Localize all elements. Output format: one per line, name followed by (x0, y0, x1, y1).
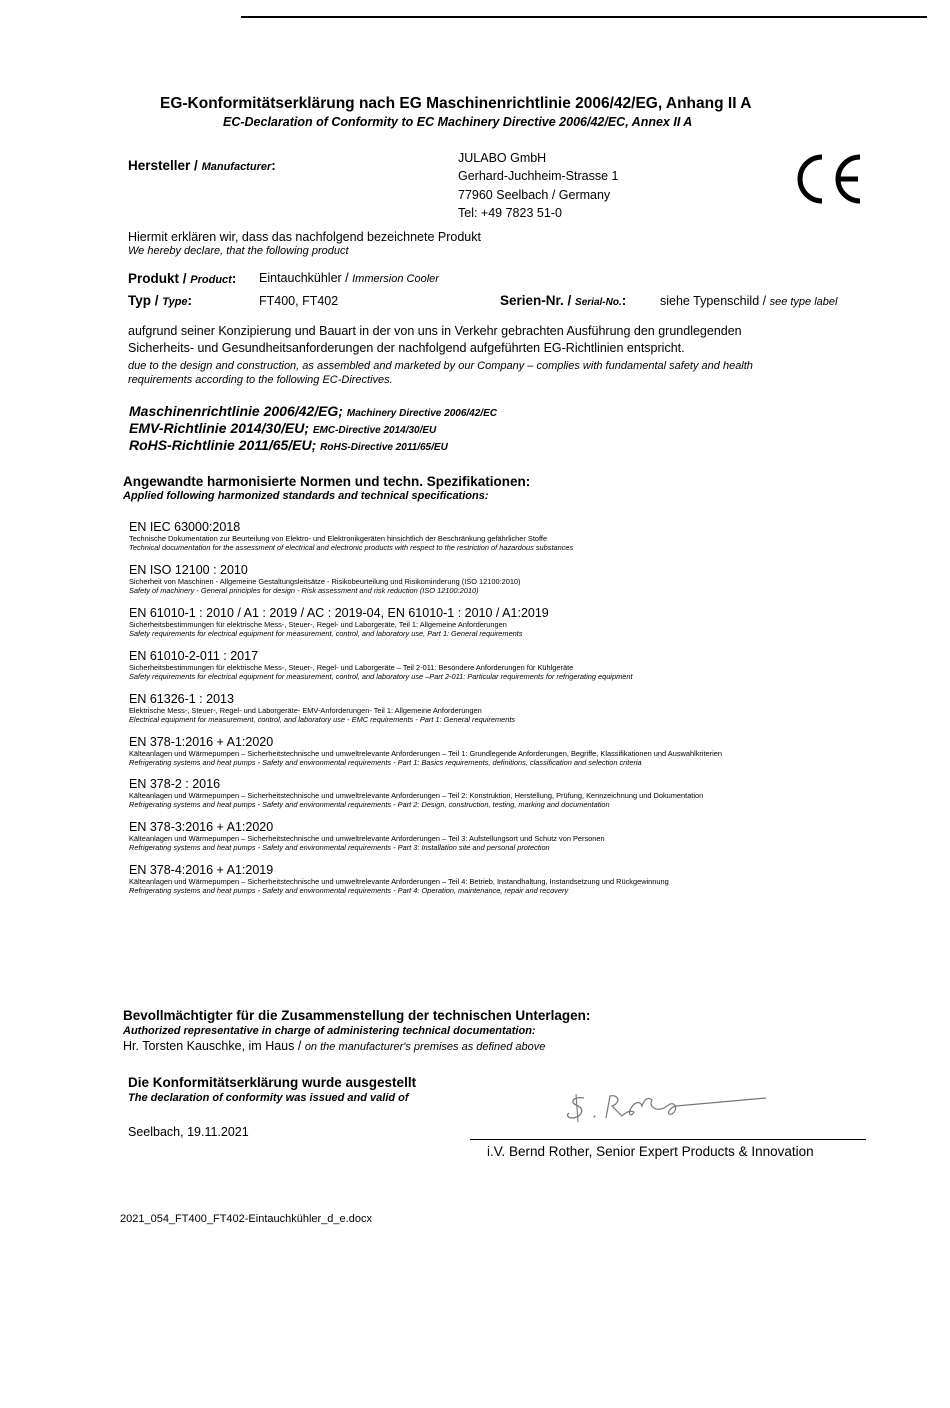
standard-desc-en: Refrigerating systems and heat pumps - Safety and environmental requirements - Part 1: Basics requirements, definitions, classification and selection criteria (129, 758, 642, 767)
representative-name (123, 1039, 545, 1053)
standard-desc-de: Kälteanlagen und Wärmepumpen – Sicherheitstechnische und umweltrelevante Anforderungen – Teil 4: Betrieb, Instandhaltung, Instandsetzung und Rückgewinnung (129, 877, 669, 886)
serial-label-de: Serien-Nr. / (500, 293, 572, 308)
standard-code: EN 378-1:2016 + A1:2020 (129, 735, 274, 749)
type-label-de: Typ / (128, 293, 159, 308)
serial-label: Serien-Nr. / Serial-No.: (500, 293, 627, 308)
signature-image (560, 1088, 770, 1128)
declare-en: We hereby declare, that the following product (128, 245, 349, 257)
serial-label-en: Serial-No. (575, 297, 622, 308)
manufacturer-label: Hersteller / Manufacturer: (128, 158, 276, 173)
compliance-en-2: requirements according to the following EC-Directives. (128, 374, 393, 386)
compliance-de-1: aufgrund seiner Konzipierung und Bauart in der von uns in Verkehr gebrachten Ausführung den grundlegenden (128, 324, 742, 338)
representative-name-en: on the manufacturer's premises as defined above (304, 1041, 546, 1053)
compliance-en-1: due to the design and construction, as assembled and marketed by our Company – complies with fundamental safety and health (128, 360, 753, 372)
standard-code: EN 61010-2-011 : 2017 (129, 649, 259, 663)
manufacturer-name: JULABO GmbH (458, 151, 547, 165)
manufacturer-label-de: Hersteller / (128, 158, 198, 173)
standard-desc-en: Safety requirements for electrical equipment for measurement, control, and laboratory use, Part 1: General requirements (129, 629, 523, 638)
product-value-de: Eintauchkühler / (259, 271, 349, 285)
standard-desc-de: Technische Dokumentation zur Beurteilung von Elektro- und Elektronikgeräten hinsichtlich der Beschränkung gefährlicher Stoffe (129, 534, 548, 543)
ce-mark-icon (788, 153, 864, 205)
header-rule (241, 16, 927, 18)
product-label: Produkt / Product: (128, 271, 237, 286)
standard-item (129, 563, 521, 595)
standard-desc-en: Refrigerating systems and heat pumps - Safety and environmental requirements - Part 4: Operation, maintenance, repair and recovery (129, 886, 569, 895)
standard-code: EN 378-2 : 2016 (129, 777, 221, 791)
product-value (259, 271, 439, 285)
standard-desc-en: Safety requirements for electrical equipment for measurement, control, and laboratory use –Part 2-011: Particular requirements for refrigerating equipment (129, 672, 633, 681)
directive-rohs-en: RoHS-Directive 2011/65/EU (320, 442, 448, 453)
title-en: EC-Declaration of Conformity to EC Machinery Directive 2006/42/EC, Annex II A (223, 115, 693, 129)
standard-code: EN 61326-1 : 2013 (129, 692, 234, 706)
standard-code: EN ISO 12100 : 2010 (129, 563, 248, 577)
standards-heading-de: Angewandte harmonisierte Normen und techn. Spezifikationen: (123, 474, 531, 489)
standard-desc-de: Elektrische Mess-, Steuer-, Regel- und Laborgeräte- EMV-Anforderungen- Teil 1: Allgemeine Anforderungen (129, 706, 482, 715)
standard-code: EN 378-4:2016 + A1:2019 (129, 863, 274, 877)
standard-desc-de: Sicherheitsbestimmungen für elektrische Mess-, Steuer-, Regel- und Laborgeräte, Teil 1: Allgemeine Anforderungen (129, 620, 507, 629)
standard-code: EN 61010-1 : 2010 / A1 : 2019 / AC : 2019-04, EN 61010-1 : 2010 / A1:2019 (129, 606, 549, 620)
product-value-en: Immersion Cooler (352, 273, 439, 285)
serial-value-en: see type label (769, 296, 838, 308)
standard-desc-en: Refrigerating systems and heat pumps - Safety and environmental requirements - Part 2: Design, construction, testing, marking and documentation (129, 800, 610, 809)
place-date: Seelbach, 19.11.2021 (128, 1125, 249, 1139)
serial-value (660, 294, 837, 308)
representative-name-de: Hr. Torsten Kauschke, im Haus / (123, 1039, 302, 1053)
standard-item (129, 777, 703, 809)
declare-de: Hiermit erklären wir, dass das nachfolgend bezeichnete Produkt (128, 230, 481, 244)
directive-emc-en: EMC-Directive 2014/30/EU (312, 425, 437, 436)
footer-filename: 2021_054_FT400_FT402-Eintauchkühler_d_e.docx (120, 1213, 372, 1225)
signatory: i.V. Bernd Rother, Senior Expert Products & Innovation (487, 1144, 814, 1159)
standard-desc-de: Sicherheit von Maschinen - Allgemeine Gestaltungsleitsätze - Risikobeurteilung und Risikominderung (ISO 12100:2010) (129, 577, 521, 586)
standard-item (129, 735, 722, 767)
product-label-en: Product (190, 274, 232, 286)
manufacturer-city: 77960 Seelbach / Germany (458, 188, 611, 202)
type-label: Typ / Type: (128, 293, 193, 308)
standard-item (129, 692, 515, 724)
manufacturer-phone: Tel: +49 7823 51-0 (458, 206, 562, 220)
issued-en: The declaration of conformity was issued and valid of (128, 1092, 409, 1104)
standard-desc-en: Safety of machinery - General principles for design - Risk assessment and risk reduction (ISO 12100:2010) (129, 586, 479, 595)
directive-rohs (129, 437, 448, 453)
manufacturer-label-en: Manufacturer (201, 161, 272, 173)
standard-desc-de: Kälteanlagen und Wärmepumpen – Sicherheitstechnische und umweltrelevante Anforderungen – Teil 2: Konstruktion, Herstellung, Prüfung, Kennzeichnung und Dokumentation (129, 791, 704, 800)
product-label-de: Produkt / (128, 271, 187, 286)
standard-item (129, 820, 605, 852)
manufacturer-street: Gerhard-Juchheim-Strasse 1 (458, 169, 619, 183)
standard-item (129, 863, 669, 895)
standard-desc-en: Technical documentation for the assessment of electrical and electronic products with respect to the restriction of hazardous substances (129, 543, 574, 552)
signature-line (470, 1139, 866, 1140)
directive-rohs-de: RoHS-Richtlinie 2011/65/EU; (129, 437, 317, 453)
serial-value-de: siehe Typenschild / (660, 294, 767, 308)
standard-desc-de: Kälteanlagen und Wärmepumpen – Sicherheitstechnische und umweltrelevante Anforderungen – Teil 3: Aufstellungsort und Schutz von Personen (129, 834, 605, 843)
directive-machinery-de: Maschinenrichtlinie 2006/42/EG; (129, 403, 343, 419)
title-de: EG-Konformitätserklärung nach EG Maschinenrichtlinie 2006/42/EG, Anhang II A (160, 95, 752, 112)
representative-heading-en: Authorized representative in charge of administering technical documentation: (123, 1025, 536, 1037)
ce-mark-text: CE (826, 185, 828, 186)
standard-item (129, 520, 573, 552)
type-label-en: Type (162, 296, 188, 308)
standards-heading-en: Applied following harmonized standards and technical specifications: (123, 490, 489, 502)
directive-machinery (129, 403, 497, 419)
standard-desc-de: Sicherheitsbestimmungen für elektrische Mess-, Steuer-, Regel- und Laborgeräte – Teil 2-011: Besondere Anforderungen für Kühlgeräte (129, 663, 574, 672)
standard-item (129, 606, 549, 638)
standard-desc-en: Electrical equipment for measurement, control, and laboratory use - EMC requirements - Part 1: General requirements (129, 715, 516, 724)
directive-machinery-en: Machinery Directive 2006/42/EC (346, 408, 497, 419)
standard-code: EN IEC 63000:2018 (129, 520, 241, 534)
standard-code: EN 378-3:2016 + A1:2020 (129, 820, 274, 834)
standard-desc-en: Refrigerating systems and heat pumps - Safety and environmental requirements - Part 3: Installation site and personal protection (129, 843, 550, 852)
issued-de: Die Konformitätserklärung wurde ausgestellt (128, 1075, 417, 1090)
compliance-de-2: Sicherheits- und Gesundheitsanforderungen der nachfolgend aufgeführten EG-Richtlinien entspricht. (128, 341, 685, 355)
directive-emc (129, 420, 436, 436)
representative-heading-de: Bevollmächtigter für die Zusammenstellung der technischen Unterlagen: (123, 1008, 591, 1023)
standard-desc-de: Kälteanlagen und Wärmepumpen – Sicherheitstechnische und umweltrelevante Anforderungen – Teil 1: Grundlegende Anforderungen, Begriffe, Klassifikationen und Auswahlkriterien (129, 749, 722, 758)
directive-emc-de: EMV-Richtlinie 2014/30/EU; (129, 420, 309, 436)
standard-item (129, 649, 633, 681)
type-value: FT400, FT402 (259, 294, 339, 308)
